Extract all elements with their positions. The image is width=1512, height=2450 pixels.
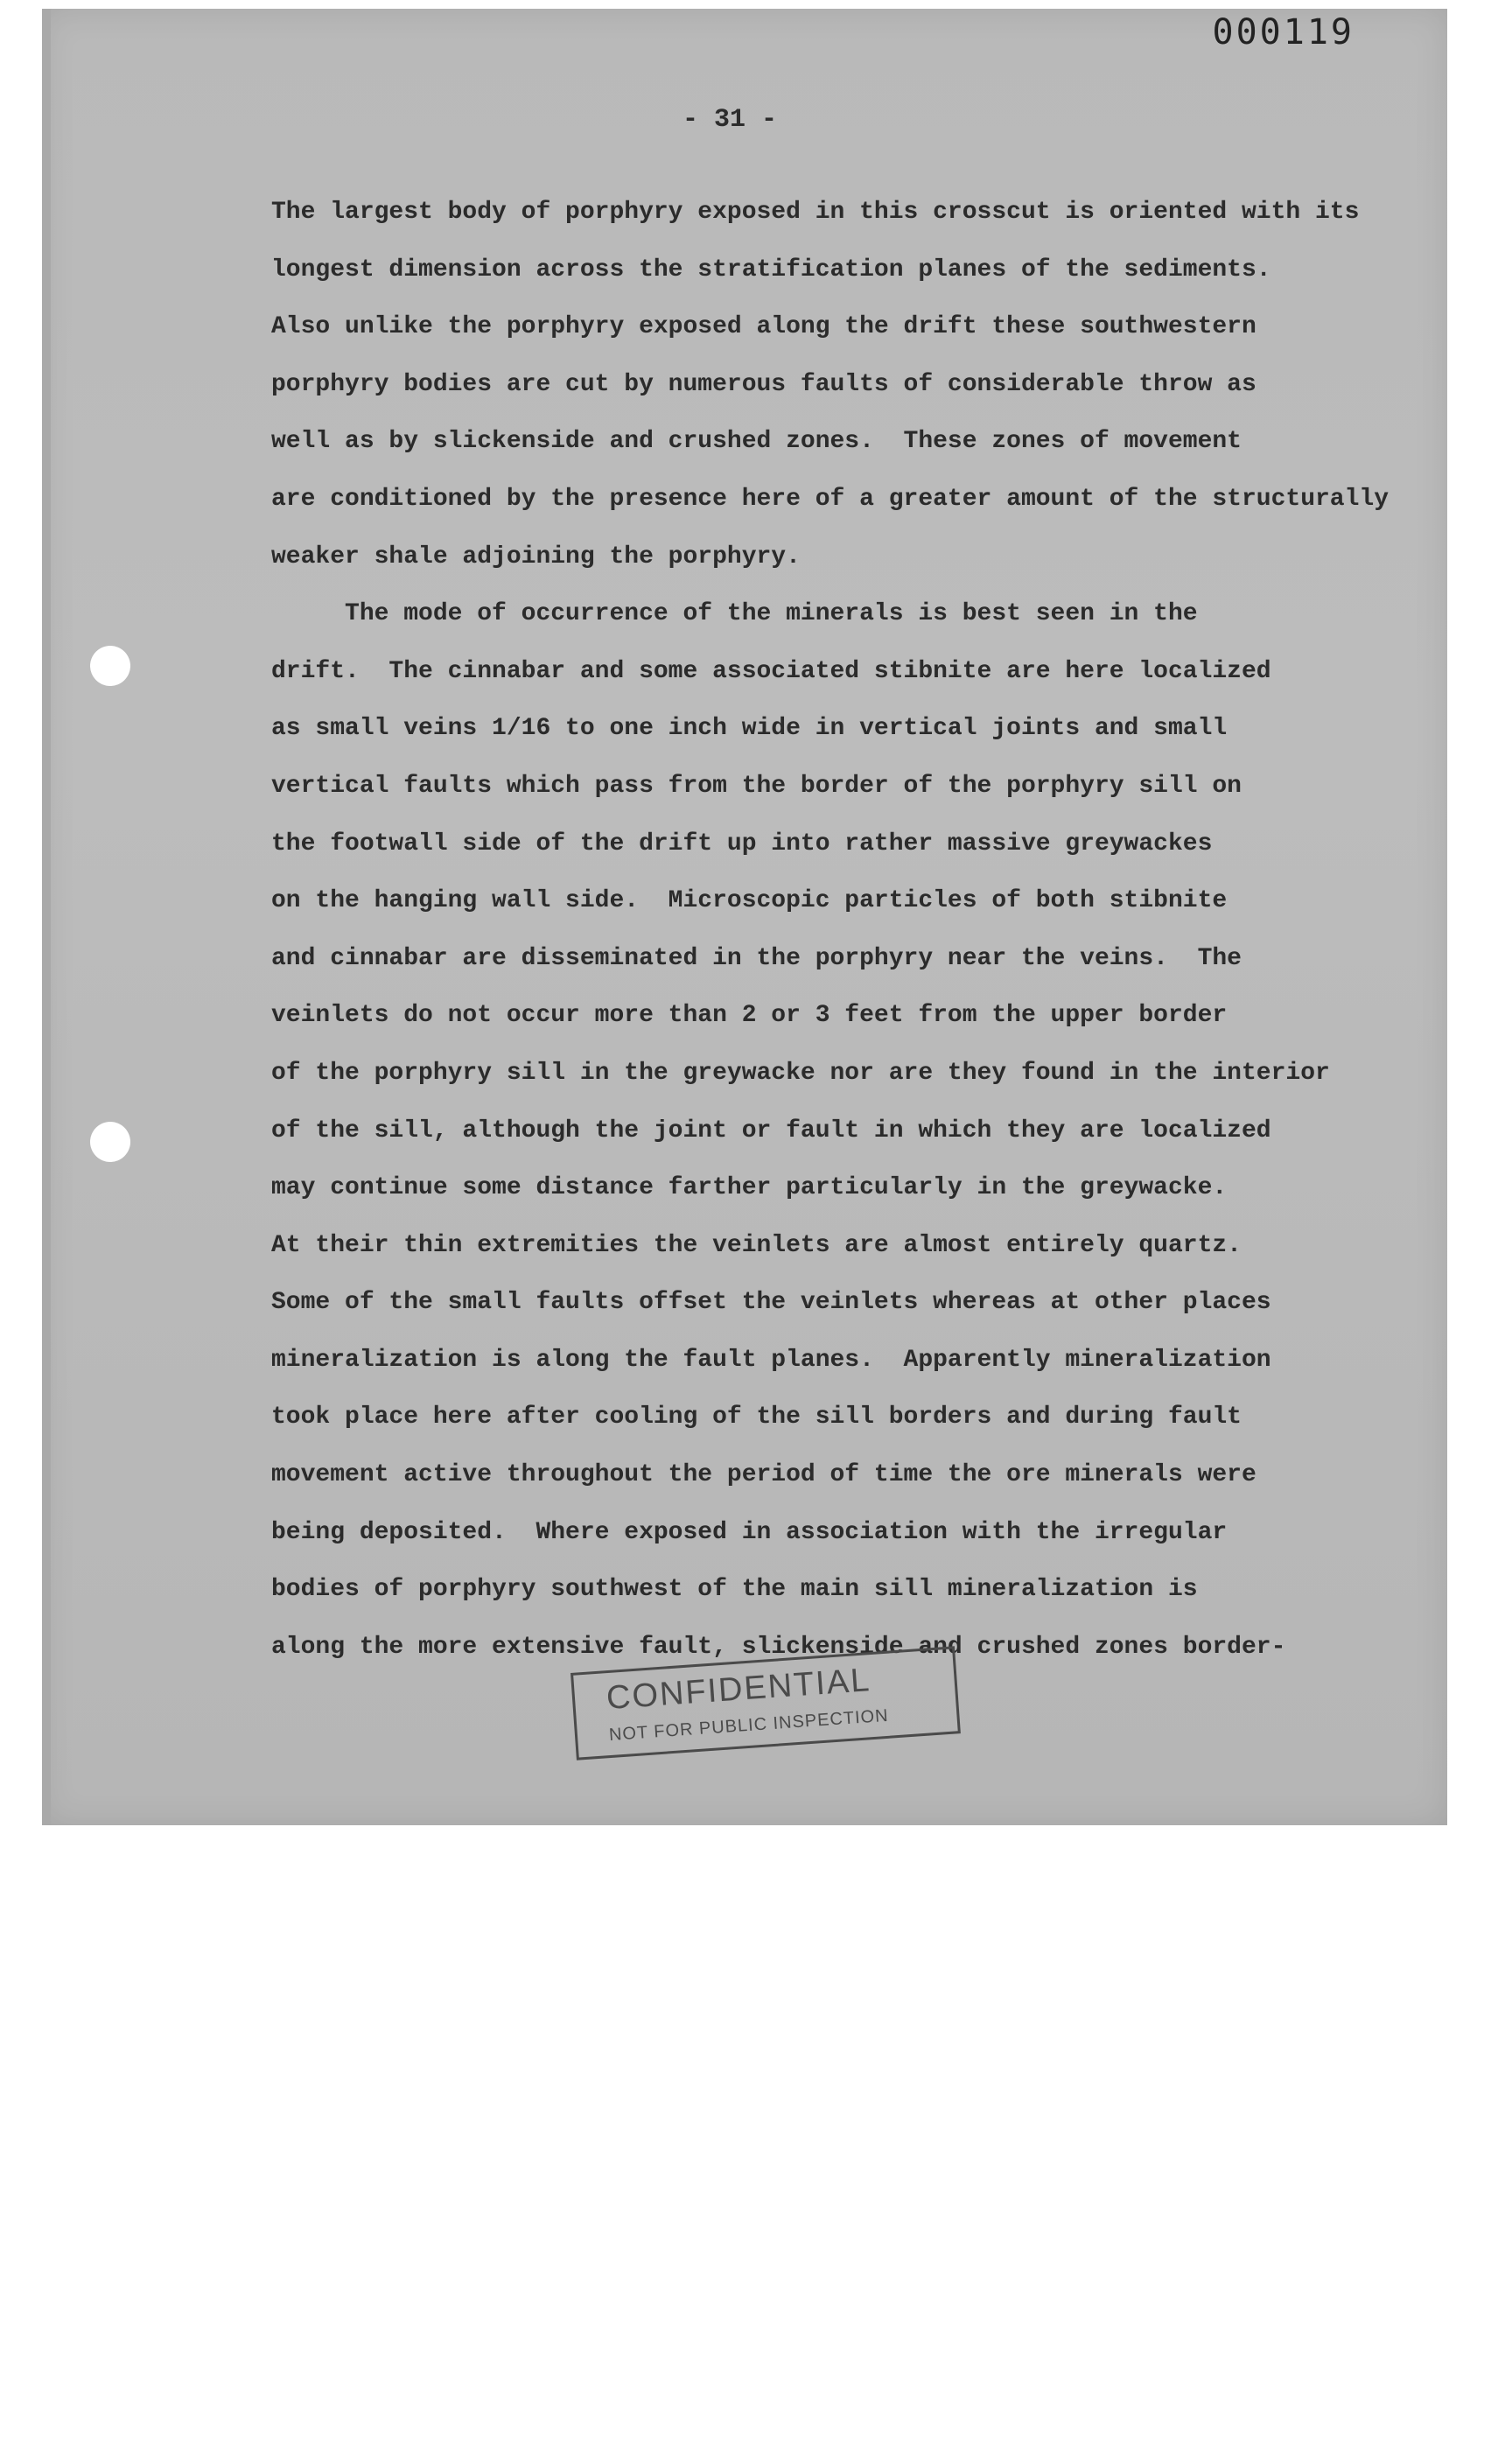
text-line: along the more extensive fault, slickenside and crushed zones border-: [271, 1633, 1286, 1661]
text-line: of the porphyry sill in the greywacke nor are they found in the interior: [271, 1059, 1330, 1087]
body-text: [271, 184, 1409, 1676]
text-line: Some of the small faults offset the veinlets whereas at other places: [271, 1289, 1271, 1317]
text-line: vertical faults which pass from the border of the porphyry sill on: [271, 772, 1242, 800]
text-line: The mode of occurrence of the minerals is best seen in the: [271, 600, 1198, 628]
text-line: drift. The cinnabar and some associated stibnite are here localized: [271, 657, 1271, 685]
text-line: At their thin extremities the veinlets are almost entirely quartz.: [271, 1231, 1242, 1259]
text-line: of the sill, although the joint or fault in which they are localized: [271, 1116, 1271, 1144]
text-line: as small veins 1/16 to one inch wide in vertical joints and small: [271, 715, 1228, 743]
text-line: on the hanging wall side. Microscopic particles of both stibnite: [271, 887, 1228, 915]
text-line: porphyry bodies are cut by numerous faults of considerable throw as: [271, 370, 1256, 398]
text-line: bodies of porphyry southwest of the main sill mineralization is: [271, 1576, 1198, 1604]
text-line: may continue some distance farther particularly in the greywacke.: [271, 1174, 1228, 1202]
stamp-subtitle: NOT FOR PUBLIC INSPECTION: [608, 1705, 890, 1746]
text-line: the footwall side of the drift up into rather massive greywackes: [271, 830, 1213, 858]
text-line: well as by slickenside and crushed zones. These zones of movement: [271, 428, 1242, 456]
text-line: movement active throughout the period of time the ore minerals were: [271, 1461, 1256, 1489]
punch-hole-bottom: [90, 1122, 130, 1162]
text-line: veinlets do not occur more than 2 or 3 feet from the upper border: [271, 1002, 1228, 1030]
page-edge: [42, 9, 51, 1825]
text-line: The largest body of porphyry exposed in this crosscut is oriented with its: [271, 199, 1360, 226]
document-number: 000119: [1212, 12, 1354, 52]
text-line: are conditioned by the presence here of a greater amount of the structurally: [271, 485, 1390, 513]
text-line: longest dimension across the stratification planes of the sediments.: [271, 256, 1271, 284]
text-line: weaker shale adjoining the porphyry.: [271, 542, 801, 570]
text-line: being deposited. Where exposed in association with the irregular: [271, 1518, 1228, 1546]
text-line: and cinnabar are disseminated in the porphyry near the veins. The: [271, 944, 1242, 972]
text-line: Also unlike the porphyry exposed along the drift these southwestern: [271, 313, 1256, 341]
text-line: mineralization is along the fault planes. Apparently mineralization: [271, 1346, 1271, 1374]
punch-hole-top: [90, 646, 130, 686]
page-number: - 31 -: [682, 105, 778, 135]
stamp-title: CONFIDENTIAL: [605, 1662, 872, 1718]
text-line: took place here after cooling of the sill borders and during fault: [271, 1404, 1242, 1432]
